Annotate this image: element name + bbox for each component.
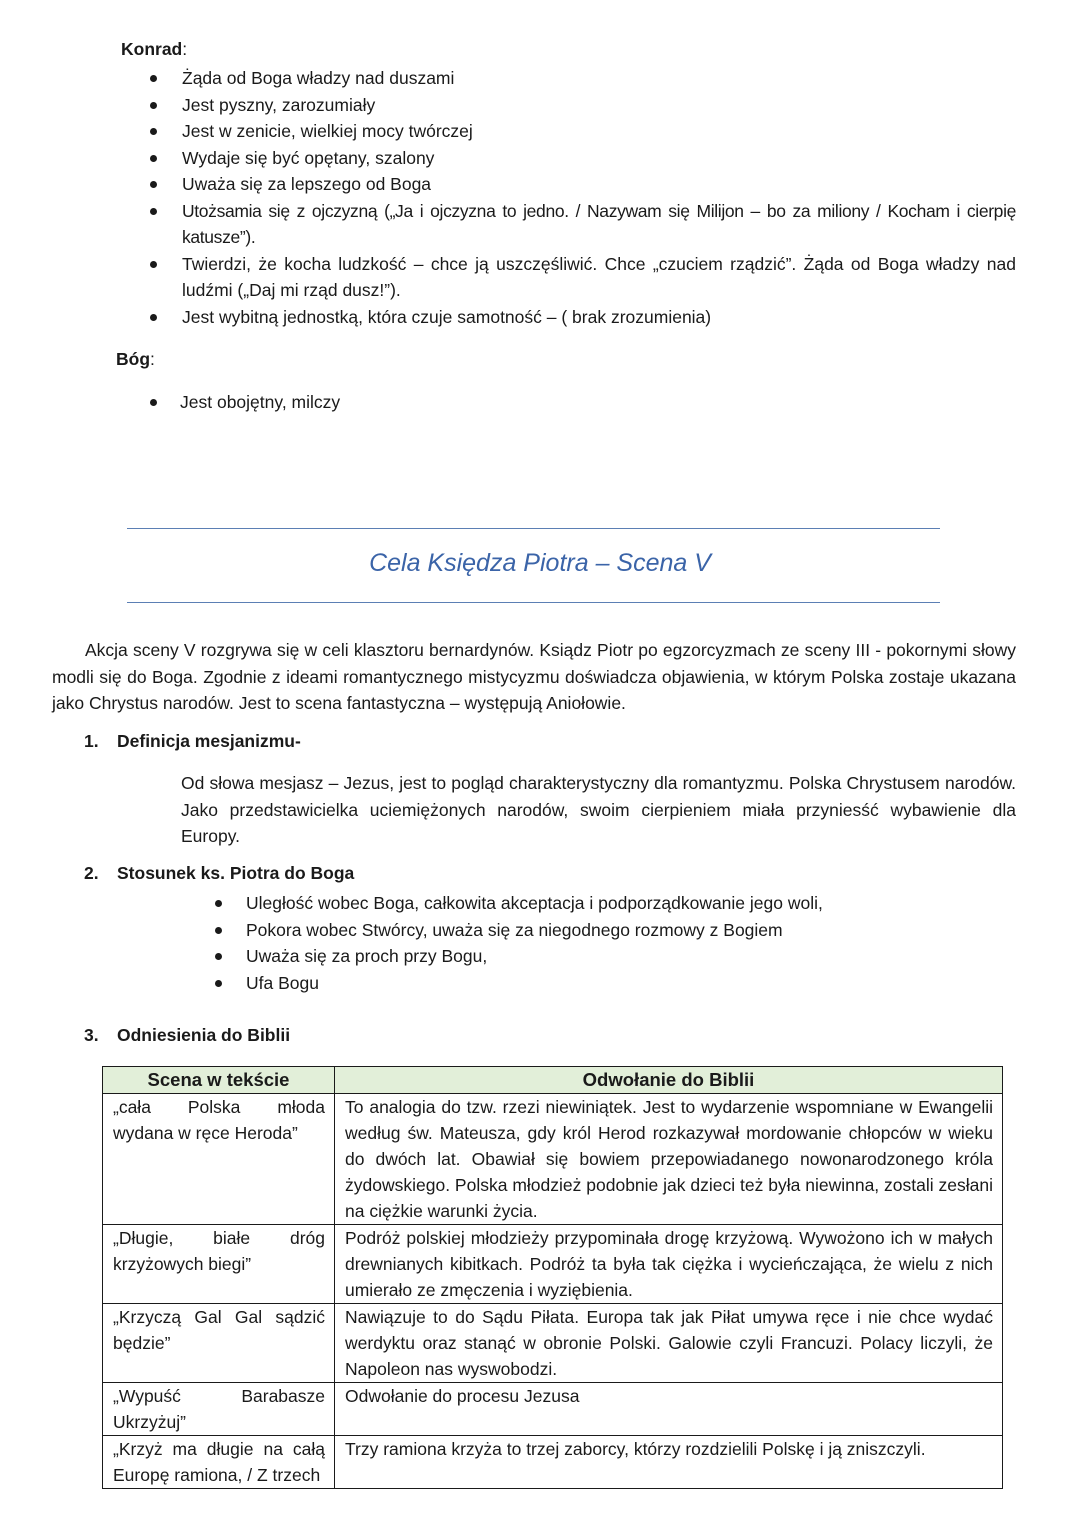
list-item-text: Uległość wobec Boga, całkowita akceptacja i podporządkowanie jego woli,: [246, 893, 823, 913]
table-row: [103, 1436, 1003, 1489]
column-header-scene: Scena w tekście: [103, 1067, 335, 1094]
intro-text: Akcja sceny V rozgrywa się w celi klasztoru bernardynów. Ksiądz Piotr po egzorcyzmach ze sceny III - pokornymi słowy modli się do Boga. Zgodnie z ideami romantycznego mistycyzmu doświadcza objawienia, w którym Polska zostaje ukazana jako Chrystus narodów. Jest to scena fantastyczna – występują Aniołowie.: [52, 640, 1016, 713]
table-row: [103, 1225, 1003, 1304]
point-2-number: 2.: [84, 863, 99, 883]
intro-paragraph: [52, 637, 1016, 717]
title-bottom-rule: [127, 602, 940, 603]
list-item-text: Uważa się za proch przy Bogu,: [246, 946, 488, 966]
konrad-heading: [121, 39, 187, 60]
table-cell-reference: Nawiązuje to do Sądu Piłata. Europa tak jak Piłat umywa ręce i nie chce wydać werdyktu oraz stanąć w obronie Polski. Galowie czyli Francuzi. Polacy liczyli, że Napoleon nas wyswobodzi.: [335, 1304, 1003, 1383]
list-item: [246, 970, 1016, 997]
table-cell-reference: Odwołanie do procesu Jezusa: [335, 1383, 1003, 1436]
list-item: [182, 118, 1016, 145]
list-item: [246, 943, 1016, 970]
table-header-row: [103, 1067, 1003, 1094]
title-top-rule: [127, 528, 940, 529]
table-cell-scene: „Wypuść Barabasze Ukrzyżuj”: [103, 1383, 335, 1436]
table-row: [103, 1304, 1003, 1383]
bog-list: [180, 389, 1014, 416]
bog-heading: [116, 349, 155, 370]
list-item-text: Uważa się za lepszego od Boga: [182, 174, 432, 194]
section-title: Cela Księdza Piotra – Scena V: [369, 549, 711, 577]
point-3-label: Odniesienia do Biblii: [117, 1025, 291, 1045]
table-cell-scene: „cała Polska młoda wydana w ręce Heroda”: [103, 1094, 335, 1225]
table-cell-scene: „Krzyż ma długie na całą Europę ramiona, / Z trzech: [103, 1436, 335, 1489]
bible-references-table: [102, 1066, 1003, 1489]
table-cell-reference: To analogia do tzw. rzezi niewiniątek. Jest to wydarzenie wspomniane w Ewangelii według św. Mateusza, gdy król Herod rozkazywał mordowanie chłopców w wieku do dwóch lat. Obawiał się bowiem przepowiadanego nowonarodzonego króla żydowskiego. Polska młodzież podobnie jak dzieci też była niewinna, zostali zesłani na ciężkie warunki życia.: [335, 1094, 1003, 1225]
list-item-text: Twierdzi, że kocha ludzkość – chce ją uszczęśliwić. Chce „czuciem rządzić”. Żąda od Boga władzy nad ludźmi („Daj mi rząd dusz!”).: [182, 253, 1016, 300]
list-item-text: Ufa Bogu: [246, 972, 319, 993]
table-cell-reference: Podróż polskiej młodzieży przypominała drogę krzyżową. Wywożono ich w małych drewnianych kibitkach. Podróż ta była tak ciężka i wycieńczająca, że wielu z nich umierało ze zmęczenia i wyziębienia.: [335, 1225, 1003, 1304]
konrad-heading-label: Konrad: [121, 39, 183, 59]
list-item: [182, 92, 1016, 119]
bog-heading-label: Bóg: [116, 349, 151, 369]
list-item-text: Jest pyszny, zarozumiały: [182, 94, 376, 115]
list-item-text: Utożsamia się z ojczyzną („Ja i ojczyzna to jedno. / Nazywam się Milijon – bo za miliony / Kocham i cierpię katusze”).: [182, 200, 1016, 247]
list-item: [246, 890, 1016, 917]
mesjanizm-paragraph: [181, 770, 1016, 850]
list-item-text: Pokora wobec Stwórcy, uważa się za niegodnego rozmowy z Bogiem: [246, 919, 783, 940]
table-cell-reference: Trzy ramiona krzyża to trzej zaborcy, którzy rozdzielili Polskę i ją zniszczyli.: [335, 1436, 1003, 1489]
point-1-label: Definicja mesjanizmu-: [117, 731, 301, 751]
list-item: [182, 198, 1016, 251]
konrad-heading-colon: :: [182, 39, 188, 59]
list-item: [246, 917, 1016, 944]
list-item-text: Jest obojętny, milczy: [180, 392, 341, 412]
column-header-reference: Odwołanie do Biblii: [335, 1067, 1003, 1094]
stosunek-list: [246, 890, 1016, 996]
table-row: [103, 1094, 1003, 1225]
point-2-label: Stosunek ks. Piotra do Boga: [117, 863, 355, 883]
table-row: [103, 1383, 1003, 1436]
list-item: [182, 171, 1016, 198]
bog-heading-colon: :: [150, 349, 155, 369]
mesjanizm-text: Od słowa mesjasz – Jezus, jest to pogląd charakterystyczny dla romantyzmu. Polska Chrystusem narodów. Jako przedstawicielka uciemiężonych narodów, swoim cierpieniem miała przyniesść wybawienie dla Europy.: [181, 773, 1016, 846]
list-item: [182, 145, 1016, 172]
table-cell-scene: „Długie, białe dróg krzyżowych biegi”: [103, 1225, 335, 1304]
list-item: [182, 304, 1016, 331]
point-1-number: 1.: [84, 731, 99, 751]
point-3-number: 3.: [84, 1025, 99, 1045]
list-item: [182, 251, 1016, 304]
list-item-text: Żąda od Boga władzy nad duszami: [182, 68, 455, 88]
list-item-text: Jest w zenicie, wielkiej mocy twórczej: [182, 121, 473, 141]
list-item: [180, 389, 1014, 416]
konrad-list: [182, 65, 1016, 330]
list-item-text: Jest wybitną jednostką, która czuje samotność – ( brak zrozumienia): [182, 306, 712, 327]
list-item-text: Wydaje się być opętany, szalony: [182, 147, 435, 168]
list-item: [182, 65, 1016, 92]
table-cell-scene: „Krzyczą Gal Gal sądzić będzie”: [103, 1304, 335, 1383]
